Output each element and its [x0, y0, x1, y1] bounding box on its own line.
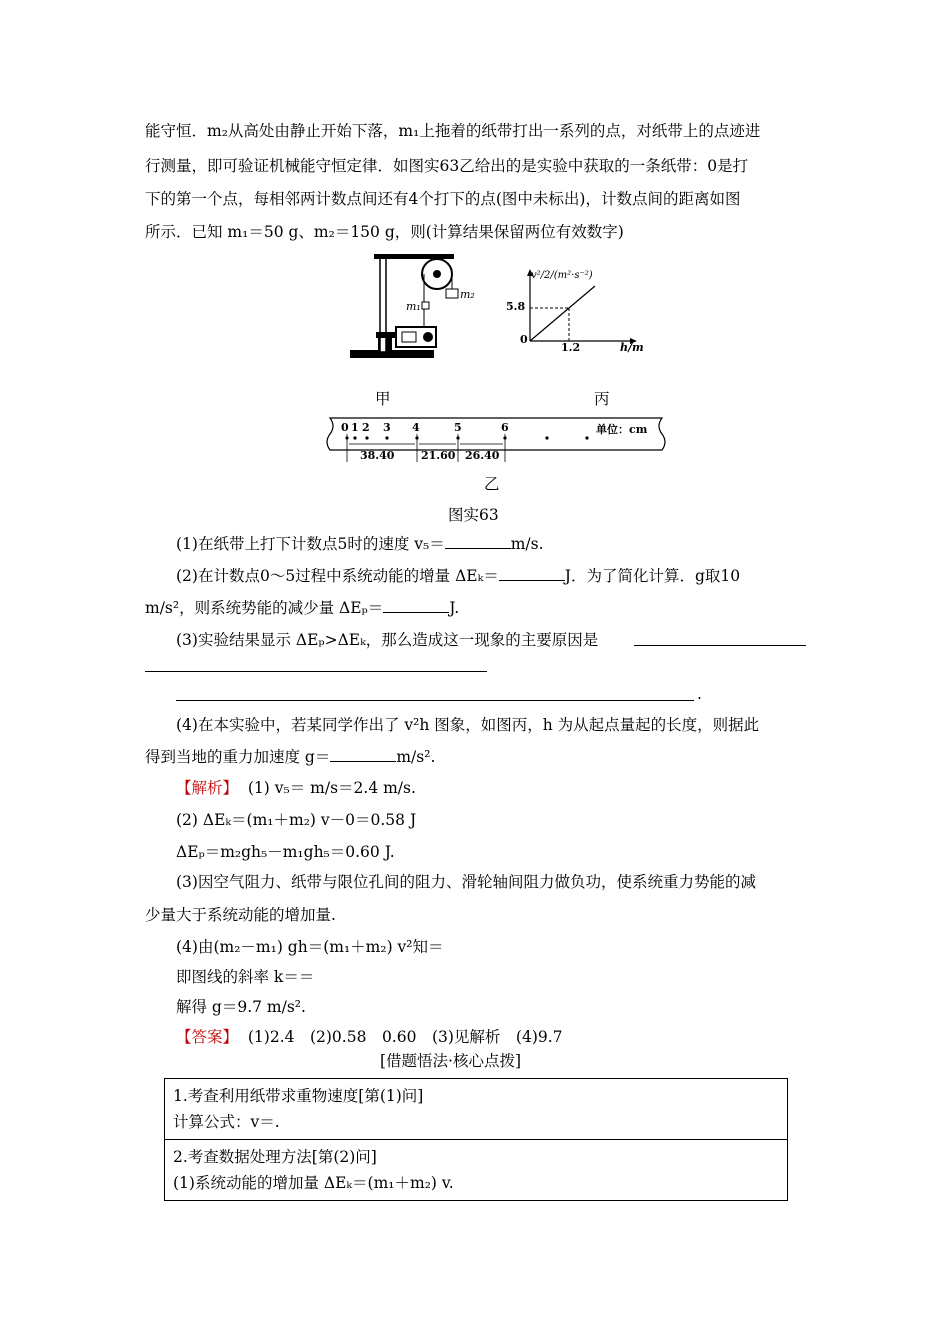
solution-6: 即图线的斜率 k＝＝	[176, 968, 315, 986]
question-2-middle: J．为了简化计算．g取10	[564, 567, 741, 585]
tape-point-4: 4	[412, 421, 420, 434]
solution-4-line-1: (3)因空气阻力、纸带与限位孔间的阻力、滑轮轴间阻力做负功，使系统重力势能的减	[176, 873, 756, 891]
key-point-1-body: 计算公式：v＝.	[173, 1113, 280, 1131]
answer-blank-4c[interactable]	[176, 700, 694, 701]
paragraph-line-2: 行测量，即可验证机械能守恒定律．如图实63乙给出的是实验中获取的一条纸带：0是打	[145, 157, 749, 175]
mass-m2-label: m₂	[460, 288, 475, 301]
solution-4-line-2: 少量大于系统动能的增加量.	[145, 906, 336, 924]
question-1	[176, 533, 544, 555]
answer-blank-5[interactable]	[330, 747, 396, 762]
key-points-box	[164, 1078, 788, 1201]
graph-y-axis-label: v²/2/(m²·s⁻²)	[531, 270, 593, 281]
graph-x-axis-label: h/m	[620, 341, 644, 354]
tape-distance-1: 38.40	[360, 449, 395, 462]
answer-blank-3[interactable]	[383, 598, 449, 613]
figure-label-bing: 丙	[594, 390, 610, 408]
question-3-end: .	[697, 685, 702, 703]
apparatus-figure	[340, 252, 460, 367]
solution-7: 解得 g＝9.7 m/s².	[176, 998, 306, 1016]
solution-3: ΔEₚ＝m₂gh₅－m₁gh₅＝0.60 J.	[176, 843, 395, 861]
graph-origin: 0	[520, 333, 528, 346]
question-4-unit: m/s².	[396, 748, 436, 766]
figure-label-yi: 乙	[484, 475, 500, 493]
question-2-line-2	[145, 597, 459, 619]
section-title: [借题悟法·核心点拨]	[380, 1052, 522, 1070]
answer-line	[176, 1026, 563, 1048]
tape-distance-2: 21.60	[421, 449, 456, 462]
tape-unit-label: 单位：cm	[596, 423, 648, 436]
graph-y-value: 5.8	[506, 300, 526, 313]
answer-blank-4a[interactable]	[634, 645, 806, 646]
answer-blank-1[interactable]	[445, 534, 511, 549]
key-point-2-title: 2.考查数据处理方法[第(2)问]	[173, 1148, 377, 1166]
question-4-line-2	[145, 746, 435, 768]
question-2-unit: J.	[449, 599, 460, 617]
tape-point-5: 5	[454, 421, 462, 434]
key-point-2	[165, 1140, 787, 1200]
solution-tag: 【解析】	[176, 779, 239, 797]
key-point-1	[165, 1079, 787, 1140]
tape-point-6: 6	[501, 421, 509, 434]
answer-tag: 【答案】	[176, 1028, 239, 1046]
solution-line-1	[176, 777, 416, 799]
solution-5: (4)由(m₂－m₁) gh＝(m₁＋m₂) v²知＝	[176, 938, 444, 956]
tape-distance-3: 26.40	[465, 449, 500, 462]
mass-m1-label: m₁	[406, 300, 421, 313]
tape-point-2: 2	[362, 421, 370, 434]
paragraph-line-3: 下的第一个点，每相邻两计数点间还有4个打下的点(图中未标出)，计数点间的距离如图	[145, 190, 741, 208]
question-1-unit: m/s.	[510, 535, 544, 553]
paragraph-line-1: 能守恒．m₂从高处由静止开始下落，m₁上拖着的纸带打出一系列的点，对纸带上的点迹进	[145, 122, 761, 140]
key-point-1-title: 1.考查利用纸带求重物速度[第(1)问]	[173, 1087, 424, 1105]
solution-1: (1) v₅＝ m/s＝2.4 m/s.	[247, 779, 416, 797]
question-2-line-2-text: m/s²，则系统势能的减少量 ΔEₚ＝	[145, 599, 384, 617]
tape-point-0: 0	[341, 421, 349, 434]
question-3	[176, 629, 598, 651]
question-3-text: (3)实验结果显示 ΔEₚ>ΔEₖ，那么造成这一现象的主要原因是	[176, 631, 599, 649]
answer-blank-2[interactable]	[499, 566, 565, 581]
solution-2: (2) ΔEₖ＝(m₁＋m₂) v－0＝0.58 J	[176, 811, 417, 829]
key-point-2-body: (1)系统动能的增加量 ΔEₖ＝(m₁＋m₂) v.	[173, 1174, 454, 1192]
tape-point-3: 3	[383, 421, 391, 434]
question-2-text: (2)在计数点0～5过程中系统动能的增量 ΔEₖ＝	[176, 567, 499, 585]
figure-label-jia: 甲	[375, 390, 391, 408]
question-2-line-1	[176, 565, 740, 587]
answer-blank-4b[interactable]	[145, 671, 487, 672]
question-4-line-1: (4)在本实验中，若某同学作出了 v²h 图象，如图丙，h 为从起点量起的长度，则据此	[176, 716, 760, 734]
graph-x-value: 1.2	[561, 341, 581, 354]
paragraph-line-4: 所示．已知 m₁＝50 g、m₂＝150 g，则(计算结果保留两位有效数字)	[145, 223, 624, 241]
question-1-text: (1)在纸带上打下计数点5时的速度 v₅＝	[176, 535, 445, 553]
answer-text: (1)2.4 (2)0.58 0.60 (3)见解析 (4)9.7	[247, 1028, 563, 1046]
question-4-text: 得到当地的重力加速度 g＝	[145, 748, 331, 766]
tape-point-1: 1	[351, 421, 359, 434]
figure-caption: 图实63	[448, 506, 499, 524]
